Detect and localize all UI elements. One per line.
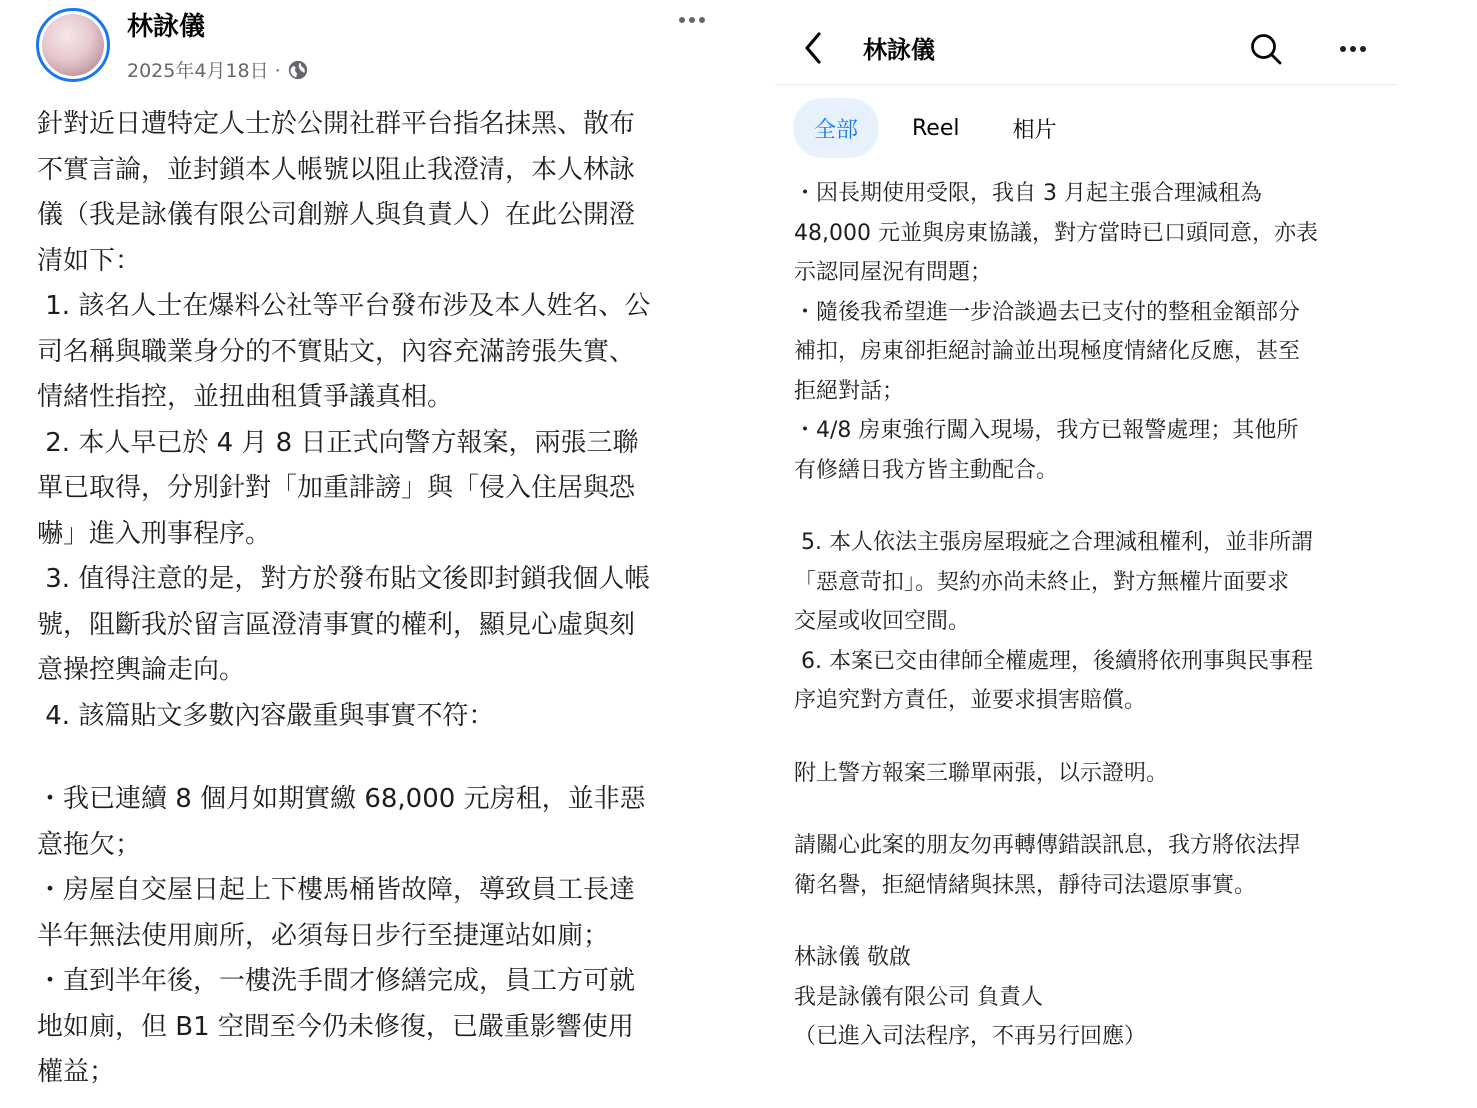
post-text-line: 儀（我是詠儀有限公司創辦人與負責人）在此公開澄: [37, 200, 636, 230]
post-text-line: 清如下：: [37, 245, 142, 276]
blank-line: [37, 739, 717, 777]
post-text-line: 請關心此案的朋友勿再轉傳錯誤訊息，我方將依法捍: [794, 833, 1301, 858]
top-header: [775, 0, 1397, 85]
post-text-line: 意拖欠；: [37, 829, 142, 860]
post-text-line: 權益；: [37, 1057, 116, 1087]
post-text-line: 4. 該篇貼文多數內容嚴重與事實不符：: [37, 700, 495, 731]
post-text-line: 序追究對方責任，並要求損害賠償。: [794, 688, 1147, 713]
header-more-options-button[interactable]: [1333, 34, 1373, 64]
post-text-line: 地如廁，但 B1 空間至今仍未修復，已嚴重影響使用: [37, 1011, 634, 1042]
globe-icon: [287, 59, 309, 81]
avatar-photo: [42, 14, 104, 76]
more-dot: [1350, 46, 1356, 52]
post-date[interactable]: 2025年4月18日 ·: [127, 60, 281, 82]
post-text-line: 半年無法使用廁所，必須每日步行至捷運站如廁；: [37, 920, 610, 951]
post-text-line: 針對近日遭特定人士於公開社群平台指名抹黑、散布: [37, 109, 636, 139]
author-avatar[interactable]: [36, 8, 110, 82]
post-text-line: 6. 本案已交由律師全權處理，後續將依刑事與民事程: [794, 648, 1313, 674]
post-text-line: 單已取得，分別針對「加重誹謗」與「侵入住居與恐: [37, 473, 636, 503]
post-text-line: 48,000 元並與房東協議，對方當時已口頭同意，亦表: [794, 220, 1318, 246]
post-meta: [127, 56, 309, 83]
author-name[interactable]: 林詠儀: [127, 12, 206, 42]
search-icon[interactable]: [1249, 32, 1283, 66]
post-text-line: 不實言論，並封鎖本人帳號以阻止我澄清，本人林詠: [37, 154, 636, 185]
post-text-line: 交屋或收回空間。: [794, 609, 971, 634]
post-body-continued: [794, 174, 1394, 1057]
post-text-line: 附上警方報案三聯單兩張，以示證明。: [794, 760, 1169, 786]
post-text-line: 3. 值得注意的是，對方於發布貼文後即封鎖我個人帳: [37, 564, 651, 594]
post-text-line: 司名稱與職業身分的不實貼文，內容充滿誇張失實、: [37, 336, 636, 367]
post-text-line: 2. 本人早已於 4 月 8 日正式向警方報案，兩張三聯: [37, 427, 639, 458]
post-text-line: 「惡意苛扣」。契約亦尚未終止，對方無權片面要求: [794, 569, 1290, 595]
blank-line: [794, 793, 1394, 826]
post-text-line: ・因長期使用受限，我自 3 月起主張合理減租為: [794, 181, 1262, 206]
more-horizontal-icon: [1340, 46, 1346, 52]
post-text-line: 林詠儀 敬啟: [794, 945, 911, 970]
blank-line: [794, 721, 1394, 754]
post-text-line: 情緒性指控，並扭曲租賃爭議真相。: [37, 382, 454, 412]
post-text-line: 1. 該名人士在爆料公社等平台發布涉及本人姓名、公: [37, 291, 651, 321]
post-text-line: 嚇」進入刑事程序。: [37, 518, 272, 549]
post-text-line: 我是詠儀有限公司 負責人: [794, 984, 1043, 1010]
post-text-line: 意操控輿論走向。: [37, 655, 246, 685]
post-text-line: 補扣，房東卻拒絕討論並出現極度情緒化反應，甚至: [794, 339, 1301, 364]
right-post-panel: [775, 0, 1477, 1108]
post-more-options-button[interactable]: [672, 4, 712, 36]
more-horizontal-icon: [679, 17, 685, 23]
post-text-line: 拒絕對話；: [794, 378, 905, 404]
post-text-line: （已進入司法程序，不再另行回應）: [794, 1024, 1147, 1049]
post-text-line: 示認同屋況有問題；: [794, 260, 993, 285]
more-dot: [689, 17, 695, 23]
more-dot: [1360, 46, 1366, 52]
tab-photos[interactable]: 相片: [1012, 117, 1057, 143]
header-title: 林詠儀: [863, 36, 935, 64]
post-text-line: ・直到半年後，一樓洗手間才修繕完成，員工方可就: [37, 966, 636, 996]
post-text-line: 號，阻斷我於留言區澄清事實的權利，顯見心虛與刻: [37, 609, 636, 640]
post-text-line: ・我已連續 8 個月如期實繳 68,000 元房租，並非惡: [37, 784, 646, 814]
post-text-line: 5. 本人依法主張房屋瑕疵之合理減租權利，並非所謂: [794, 530, 1313, 555]
tab-all[interactable]: 全部: [793, 98, 879, 158]
post-text-line: 衛名譽，拒絕情緒與抹黑，靜待司法還原事實。: [794, 872, 1257, 898]
tab-reel[interactable]: Reel: [912, 115, 960, 141]
blank-line: [794, 905, 1394, 938]
post-text-line: ・4/8 房東強行闖入現場，我方已報警處理；其他所: [794, 418, 1299, 443]
post-text-line: ・隨後我希望進一步洽談過去已支付的整租金額部分: [794, 299, 1301, 325]
post-text-line: 有修繕日我方皆主動配合。: [794, 457, 1059, 483]
filter-tabs: [793, 98, 1057, 158]
back-arrow-icon[interactable]: [799, 28, 827, 68]
blank-line: [794, 490, 1394, 523]
more-dot: [699, 17, 705, 23]
post-body: [37, 102, 717, 1096]
post-text-line: ・房屋自交屋日起上下樓馬桶皆故障，導致員工長達: [37, 875, 636, 905]
